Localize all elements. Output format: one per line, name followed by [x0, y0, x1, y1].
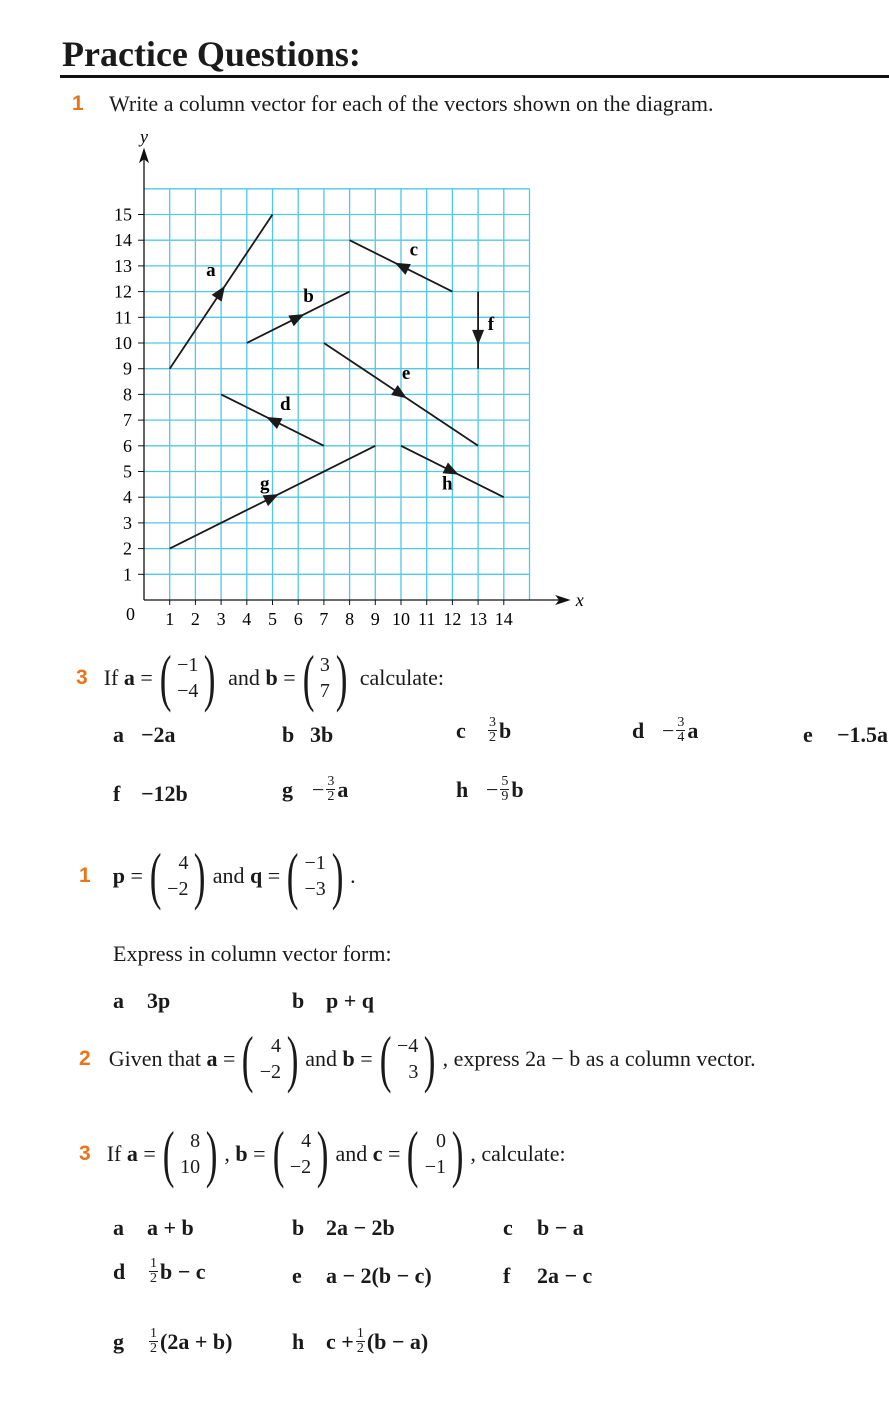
q2-given: Given that — [108, 1046, 201, 1071]
vector-a-arrowhead — [212, 286, 225, 302]
q3b-part-c-expr: b − a — [537, 1215, 584, 1240]
q3a-part-h-den: 9 — [501, 789, 509, 804]
q3b-part-d — [113, 1257, 206, 1286]
q3b-number: 3 — [79, 1142, 91, 1165]
q3a-part-b-label: b — [282, 722, 295, 747]
q3b-tail: , calculate: — [470, 1141, 566, 1166]
q3b-part-g-label: g — [113, 1328, 124, 1354]
q3a-part-a-label: a — [113, 722, 124, 747]
q3a-part-f — [113, 780, 188, 808]
q3b-part-g-den: 2 — [150, 1341, 157, 1356]
q3a-stem: 3 If a = ( −1 −4 ) and b = ( 3 7 ) calculate: — [76, 642, 445, 713]
q3a-number: 3 — [76, 666, 88, 689]
vector-diagram — [100, 126, 584, 640]
x-tick-label: 11 — [418, 609, 436, 629]
q3a-part-c-num: 3 — [489, 715, 496, 730]
q3a-part-c-den: 2 — [489, 730, 496, 745]
q3a-part-h-label: h — [456, 776, 469, 802]
q3b-part-h-num: 1 — [356, 1326, 364, 1341]
x-tick-label: 4 — [242, 609, 252, 629]
x-tick-label: 9 — [370, 609, 380, 629]
q2-stem: 2 Given that a = ( 4 −2 ) and b = ( −4 3 ) , express 2a − b as a column vector. — [79, 1023, 756, 1094]
q3a-part-d-num: 3 — [677, 715, 685, 730]
x-tick-label: 5 — [268, 609, 277, 629]
q3b-part-h-frac — [356, 1327, 365, 1356]
vector-b-arrowhead — [288, 314, 304, 326]
q3b-b-vector: ( 4 −2 ) — [272, 1118, 329, 1189]
q3a-b-top: 3 — [319, 654, 330, 676]
q2-b-name: b — [342, 1046, 355, 1071]
y-tick-label: 8 — [123, 384, 132, 405]
y-tick-label: 11 — [114, 307, 132, 328]
q3b-part-g-frac — [149, 1327, 158, 1356]
q3a-part-b — [282, 721, 333, 749]
q3b-part-e-label: e — [292, 1263, 302, 1288]
q3b-c-bottom: −1 — [424, 1156, 447, 1178]
q3a-part-a-expr: −2a — [141, 722, 176, 747]
q2-a-name: a — [206, 1046, 218, 1071]
q1b-p-bottom: −2 — [167, 878, 189, 900]
q3a-part-h-sym: b — [511, 776, 524, 802]
q3b-a-name: a — [126, 1141, 138, 1166]
q3a-part-h-num: 5 — [501, 774, 509, 789]
q3a-part-f-label: f — [113, 781, 121, 806]
q3a-part-d-sym: a — [687, 717, 699, 743]
q3b-part-d-den: 2 — [150, 1271, 157, 1286]
q3a-part-h — [456, 775, 524, 804]
q3b-part-b-expr: 2a − 2b — [326, 1215, 395, 1240]
q3a-part-g-sym: a — [337, 776, 349, 802]
q3a-if: If — [103, 665, 119, 690]
y-tick-label: 3 — [123, 512, 132, 533]
q3b-c-top: 0 — [436, 1130, 447, 1152]
grid — [144, 189, 530, 600]
q2-b-top: −4 — [397, 1035, 419, 1057]
q3a-part-e-label: e — [803, 722, 813, 747]
x-tick-label: 14 — [494, 609, 513, 629]
q3a-a-vector: ( −1 −4 ) — [159, 642, 216, 713]
q3b-part-b — [292, 1214, 395, 1242]
q2-b-bottom: 3 — [408, 1061, 419, 1083]
y-tick-label: 7 — [123, 410, 132, 431]
q3a-b-vector: ( 3 7 ) — [302, 642, 348, 713]
q3b-part-h-label: h — [292, 1328, 305, 1354]
q3b-part-a-label: a — [113, 1215, 124, 1240]
vector-c-arrowhead — [395, 263, 411, 275]
q3b-part-g-rest: (2a + b) — [160, 1328, 233, 1354]
q2-a-vector: ( 4 −2 ) — [242, 1023, 299, 1094]
y-tick-label: 1 — [123, 564, 132, 585]
axes — [114, 127, 584, 629]
q3a-part-e — [803, 721, 888, 749]
q3a-part-g-frac — [326, 775, 335, 804]
q1b-q-vector: ( −1 −3 ) — [286, 840, 344, 911]
q3b-a-vector: ( 8 10 ) — [162, 1118, 218, 1189]
q2-a-bottom: −2 — [259, 1061, 281, 1083]
vectors — [170, 215, 504, 549]
q3a-a-bottom: −4 — [177, 680, 199, 702]
q3a-part-b-expr: 3b — [310, 722, 334, 747]
q3a-part-g — [282, 775, 348, 804]
q3b-comma: , — [224, 1141, 230, 1166]
q3a-part-g-den: 2 — [327, 789, 335, 804]
q3b-b-top: 4 — [301, 1130, 312, 1152]
q3a-part-g-sign: − — [312, 776, 325, 802]
q1b-q-bottom: −3 — [304, 878, 326, 900]
q1b-stem: 1 p = ( 4 −2 ) and q = ( −1 −3 ) . — [79, 840, 356, 911]
q3a-part-h-frac — [500, 775, 509, 804]
q3a-calculate: calculate: — [359, 665, 445, 690]
q3b-part-d-rest: b − c — [160, 1258, 206, 1284]
q3b-part-d-label: d — [113, 1258, 126, 1284]
vector-h-label: h — [441, 473, 453, 495]
q3b-part-b-label: b — [292, 1215, 305, 1240]
q1b-q-name: q — [250, 863, 263, 888]
q2-a-top: 4 — [270, 1035, 281, 1057]
q3a-part-c-sym: b — [499, 717, 512, 743]
q1b-p-name: p — [112, 863, 125, 888]
q3a-part-g-num: 3 — [327, 774, 335, 789]
q1b-part-a — [113, 987, 170, 1015]
q3a-part-d-frac — [676, 716, 685, 745]
q2-tail: , express 2a − b as a column vector. — [442, 1046, 756, 1071]
q1b-tail: . — [350, 863, 356, 888]
q3b-part-g — [113, 1327, 232, 1356]
q3a-part-h-sign: − — [486, 776, 499, 802]
q3b-part-e-expr: a − 2(b − c) — [326, 1263, 432, 1288]
q1b-part-b-expr: p + q — [326, 988, 375, 1013]
q3b-c-vector: ( 0 −1 ) — [407, 1118, 464, 1189]
x-tick-label: 10 — [392, 609, 410, 629]
q3b-part-h-rest: (b − a) — [366, 1328, 429, 1354]
y-tick-label: 10 — [114, 333, 132, 353]
q3b-part-a — [113, 1214, 194, 1242]
q3a-part-d-label: d — [632, 717, 645, 743]
x-tick-label: 7 — [319, 609, 329, 629]
q3b-a-top: 8 — [190, 1130, 201, 1152]
vector-b-label: b — [303, 285, 314, 307]
vector-c-label: c — [409, 239, 419, 261]
x-tick-label: 3 — [216, 609, 226, 629]
q3a-b-bottom: 7 — [319, 680, 330, 702]
q3a-part-e-expr: −1.5a — [837, 722, 889, 747]
q1-top-number: 1 — [72, 92, 84, 115]
q2-b-vector: ( −4 3 ) — [379, 1023, 436, 1094]
q3a-b-name: b — [265, 665, 278, 690]
q3b-part-c — [503, 1214, 584, 1242]
q3a-a-top: −1 — [177, 654, 199, 676]
q3a-part-f-expr: −12b — [141, 781, 188, 806]
y-tick-label: 2 — [123, 538, 132, 559]
q3b-b-name: b — [235, 1141, 248, 1166]
q3a-part-a — [113, 721, 176, 749]
q3b-part-g-num: 1 — [150, 1326, 157, 1341]
q3a-part-d-den: 4 — [677, 730, 685, 745]
y-tick-label: 4 — [123, 487, 132, 508]
x-tick-label: 13 — [469, 609, 488, 629]
q1-top-text: Write a column vector for each of the vectors shown on the diagram. — [109, 91, 714, 116]
q3b-b-bottom: −2 — [289, 1156, 312, 1178]
y-tick-label: 9 — [123, 358, 132, 379]
q1b-part-a-expr: 3p — [147, 988, 171, 1013]
q3b-part-f — [503, 1262, 592, 1290]
x-tick-label: 12 — [443, 609, 462, 629]
q3b-part-d-frac — [149, 1257, 158, 1286]
y-tick-label: 13 — [114, 255, 132, 276]
q1b-p-vector: ( 4 −2 ) — [149, 840, 206, 911]
vector-g-label: g — [260, 473, 270, 495]
q3a-part-d-sign: − — [662, 717, 675, 743]
vector-e-arrowhead — [391, 385, 407, 398]
vector-d-arrowhead — [266, 417, 282, 429]
y-tick-label: 6 — [123, 435, 132, 456]
x-tick-label: 8 — [345, 609, 355, 629]
q1b-and: and — [212, 863, 245, 888]
vector-f-label: f — [487, 314, 495, 336]
q3b-a-bottom: 10 — [180, 1156, 201, 1178]
origin-label: 0 — [126, 604, 135, 624]
q3b-part-e — [292, 1262, 432, 1290]
y-tick-label: 14 — [114, 230, 132, 251]
q2-and: and — [305, 1046, 338, 1071]
q1b-number: 1 — [79, 864, 91, 887]
q3a-part-c — [456, 716, 511, 745]
y-tick-label: 12 — [114, 281, 132, 302]
y-tick-label: 15 — [114, 204, 132, 225]
q3b-and: and — [335, 1141, 368, 1166]
q1b-part-a-label: a — [113, 988, 124, 1013]
title-underline — [60, 75, 889, 78]
x-tick-label: 6 — [293, 609, 303, 629]
q3b-part-f-label: f — [503, 1263, 511, 1288]
y-axis-label: y — [140, 126, 148, 147]
q3a-a-name: a — [123, 665, 135, 690]
y-tick-label: 5 — [123, 461, 132, 482]
vector-d-label: d — [280, 393, 291, 415]
x-tick-label: 2 — [190, 609, 200, 629]
q3b-if: If — [106, 1141, 122, 1166]
q1b-part-b-label: b — [292, 988, 305, 1013]
vector-g-arrowhead — [263, 494, 279, 506]
q3b-part-h-pre: c + — [326, 1328, 354, 1354]
page-title: Practice Questions: — [62, 34, 361, 74]
q3a-part-d — [632, 716, 698, 745]
q1b-q-top: −1 — [304, 852, 326, 874]
q3b-part-d-num: 1 — [150, 1256, 157, 1271]
q3b-part-h — [292, 1327, 428, 1356]
q3b-part-h-den: 2 — [356, 1341, 364, 1356]
vector-e-label: e — [401, 362, 411, 384]
q3a-and: and — [228, 665, 260, 690]
x-tick-label: 1 — [165, 609, 175, 629]
vector-a-label: a — [206, 260, 216, 282]
q3b-stem: 3 If a = ( 8 10 ) , b = ( 4 −2 ) and c = ( 0 −1 ) , calculate: — [79, 1118, 566, 1189]
q3b-c-name: c — [372, 1141, 383, 1166]
q3b-part-a-expr: a + b — [147, 1215, 194, 1240]
q1b-part-b — [292, 987, 374, 1015]
q2-number: 2 — [79, 1047, 91, 1070]
q3a-part-c-label: c — [456, 717, 466, 743]
q1b-p-top: 4 — [178, 852, 189, 874]
q3b-part-f-expr: 2a − c — [537, 1263, 593, 1288]
q3a-part-c-frac — [488, 716, 497, 745]
q3b-part-c-label: c — [503, 1215, 513, 1240]
x-axis-label: x — [575, 590, 584, 610]
q3a-part-g-label: g — [282, 776, 293, 802]
q1b-instruction: Express in column vector form: — [113, 941, 392, 966]
